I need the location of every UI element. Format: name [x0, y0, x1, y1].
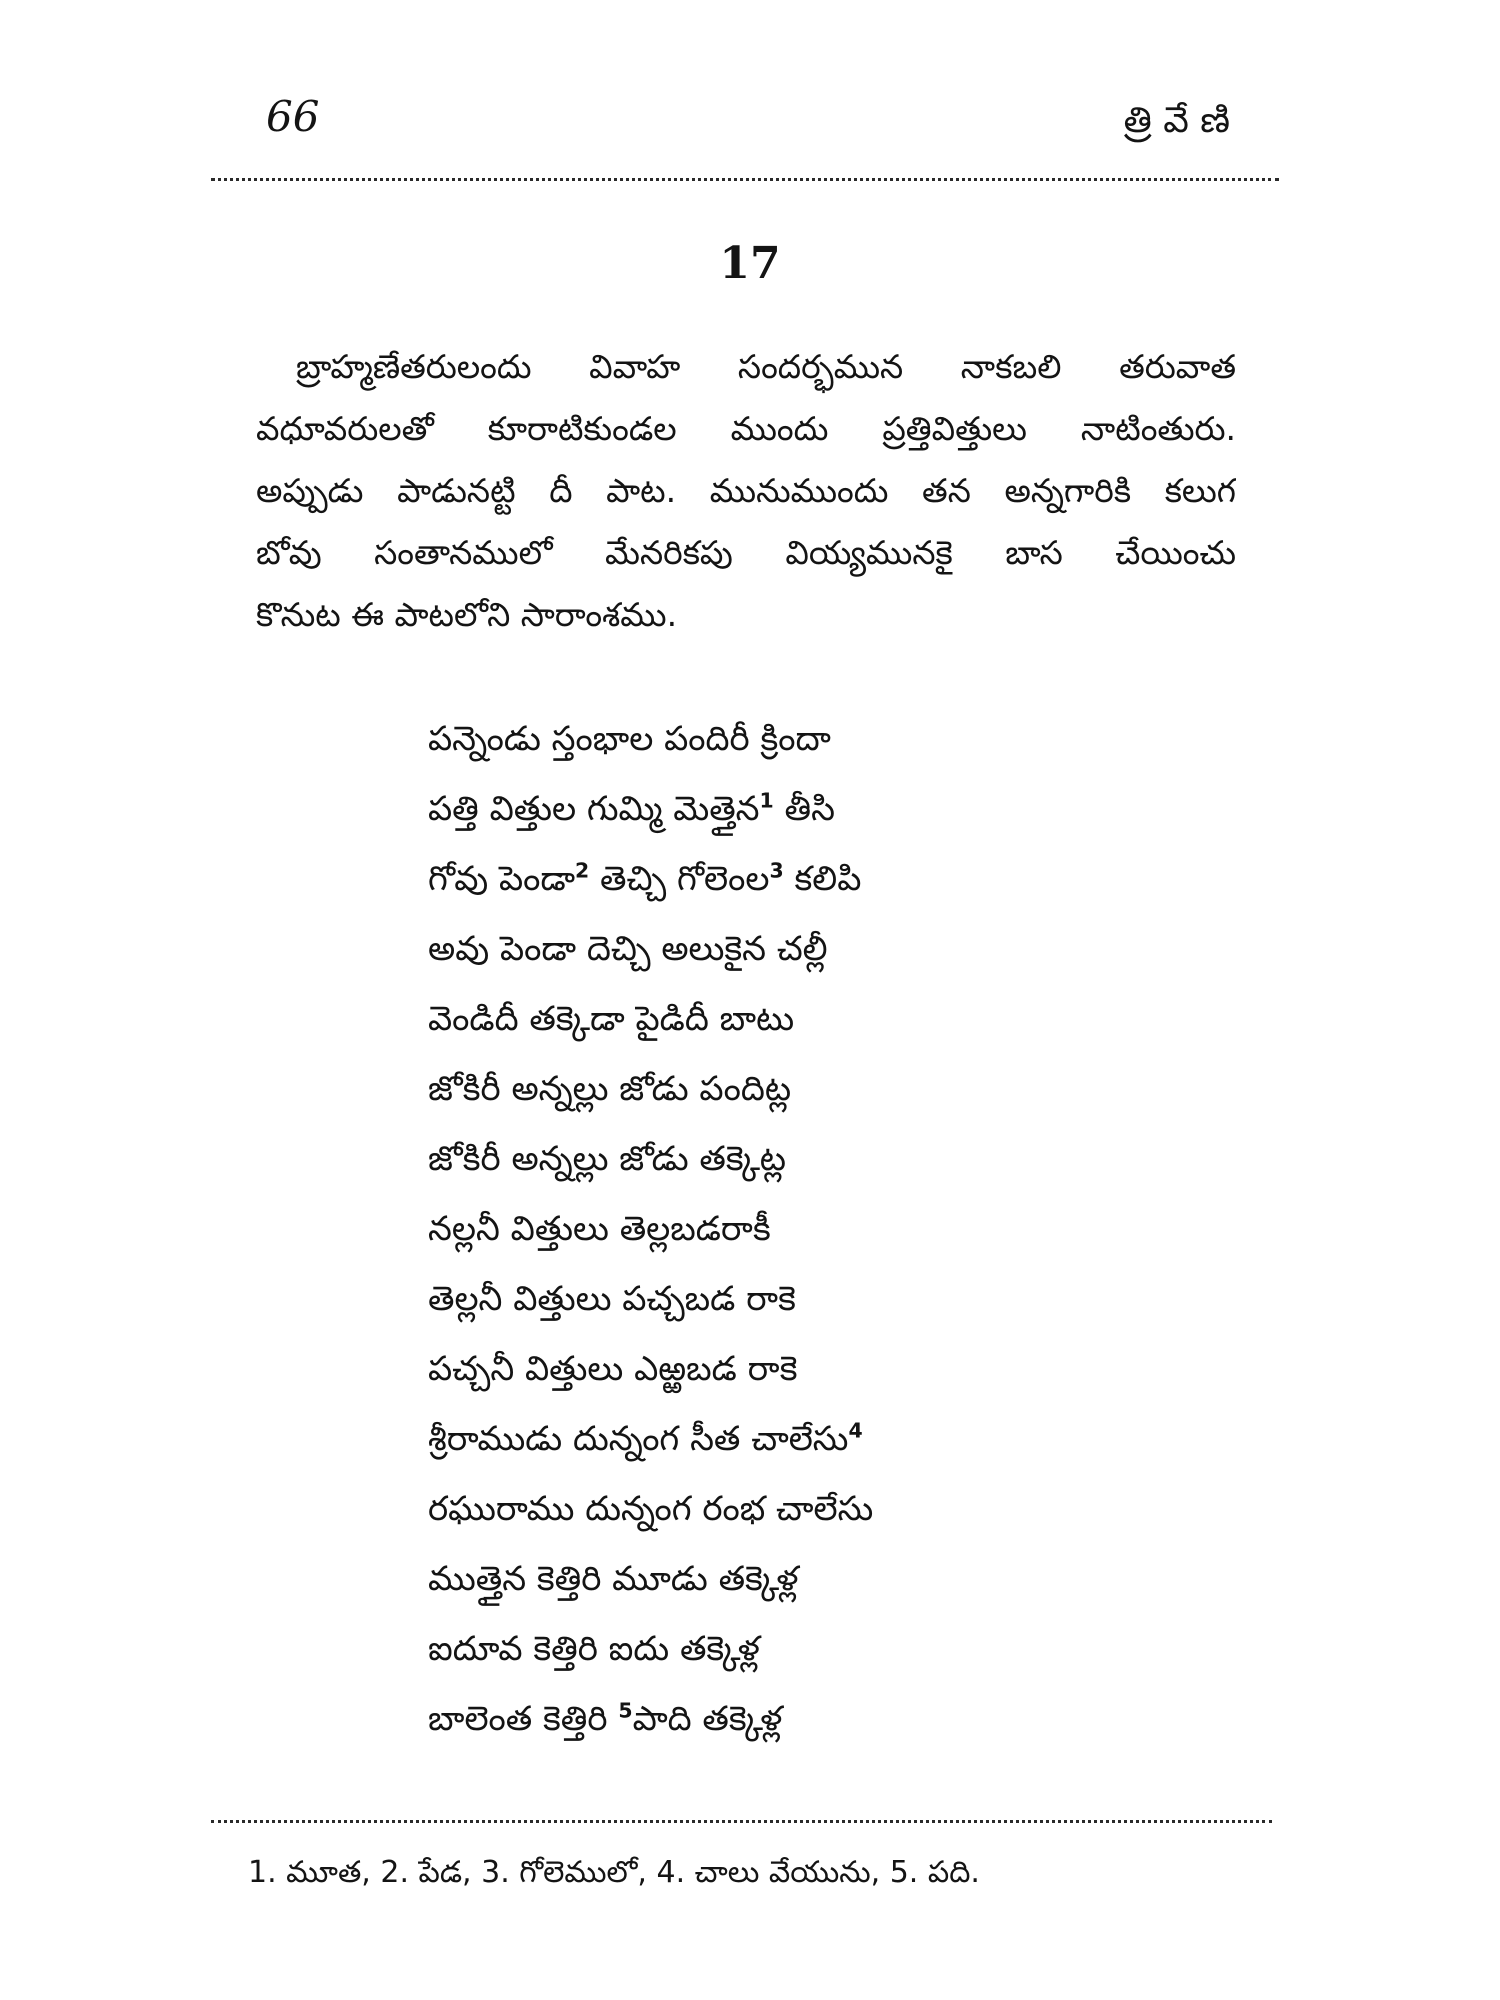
- footnote-dotted-rule: [211, 1820, 1272, 1823]
- footnote-marker: 1: [759, 788, 774, 813]
- verse-line: [428, 1264, 1288, 1334]
- verse-line: [428, 984, 1288, 1054]
- verse-line: [428, 704, 1288, 774]
- verse-text: ముత్తైన కెత్తిరి మూడు తక్కెళ్ల: [428, 1559, 799, 1599]
- verse-text: ఐదూవ కెత్తిరి ఐదు తక్కెళ్ల: [428, 1629, 760, 1669]
- footnote-marker: 3: [769, 858, 784, 883]
- section-number: 17: [719, 238, 781, 289]
- running-title: త్రి వే ణి: [1123, 100, 1230, 141]
- verse-text: తీసి: [773, 789, 835, 829]
- verse-text: గోవు పెండా: [428, 859, 576, 899]
- verse-text: జోకిరీ అన్నల్లు జోడు పందిట్ల: [428, 1069, 792, 1109]
- verse-line: [428, 1124, 1288, 1194]
- verse-text: రఘురాము దున్నంగ రంభ చాలేసు: [428, 1489, 874, 1529]
- intro-line: అప్పుడు పాడునట్టి దీ పాట. మునుముందు తన అన్నగారికి కలుగ: [256, 471, 1236, 510]
- header-dotted-rule: [211, 178, 1279, 181]
- verse-line: [428, 1614, 1288, 1684]
- verse-text: పచ్చనీ విత్తులు ఎఱ్ఱబడ రాకె: [428, 1349, 798, 1389]
- verse-line: [428, 1684, 1288, 1754]
- verse-line: [428, 1544, 1288, 1614]
- verse-text: జోకిరీ అన్నల్లు జోడు తక్కెట్ల: [428, 1139, 786, 1179]
- verse-text: పత్తి విత్తుల గుమ్మి మెత్తైన: [428, 789, 760, 829]
- verse-text: తెల్లనీ విత్తులు పచ్చబడ రాకె: [428, 1279, 796, 1319]
- intro-line: బ్రాహ్మణేతరులందు వివాహ సందర్భమున నాకబలి తరువాత: [296, 347, 1236, 386]
- verse-line: [428, 914, 1288, 984]
- intro-paragraph: [256, 336, 1236, 646]
- footnote-marker: 5: [618, 1698, 633, 1723]
- verse-text: శ్రీరాముడు దున్నంగ సీత చాలేసు: [428, 1419, 849, 1459]
- verse-line: [428, 844, 1288, 914]
- page-number: 66: [266, 92, 320, 141]
- footnote-marker: 4: [848, 1418, 863, 1443]
- verse-text: అవు పెండా దెచ్చి అలుకైన చల్లీ: [428, 929, 828, 969]
- verse-line: [428, 1404, 1288, 1474]
- verse-line: [428, 774, 1288, 844]
- verse-text: కలిపి: [783, 859, 862, 899]
- verse-text: పన్నెండు స్తంభాల పందిరీ క్రిందా: [428, 719, 831, 759]
- verse-line: [428, 1054, 1288, 1124]
- verse-text: వెండిదీ తక్కెడా పైడిదీ బాటు: [428, 999, 795, 1039]
- verse-line: [428, 1334, 1288, 1404]
- intro-line: బోవు సంతానములో మేనరికపు వియ్యమునకై బాస చేయించు: [256, 533, 1236, 572]
- song-verse: [428, 704, 1288, 1754]
- verse-line: [428, 1474, 1288, 1544]
- verse-text: పాది తక్కెళ్ల: [632, 1699, 783, 1739]
- intro-line: కొనుట ఈ పాటలోని సారాంశము.: [256, 595, 678, 634]
- verse-text: నల్లనీ విత్తులు తెల్లబడరాకీ: [428, 1209, 771, 1249]
- verse-text: తెచ్చి గోలెంల: [589, 859, 770, 899]
- footnotes: 1. మూత, 2. పేడ, 3. గోలెములో, 4. చాలు వేయును, 5. పది.: [248, 1855, 980, 1890]
- footnote-marker: 2: [575, 858, 590, 883]
- intro-line: వధూవరులతో కూరాటికుండల ముందు ప్రత్తివిత్తులు నాటింతురు.: [256, 409, 1236, 448]
- verse-line: [428, 1194, 1288, 1264]
- verse-text: బాలెంత కెత్తిరి: [428, 1699, 619, 1739]
